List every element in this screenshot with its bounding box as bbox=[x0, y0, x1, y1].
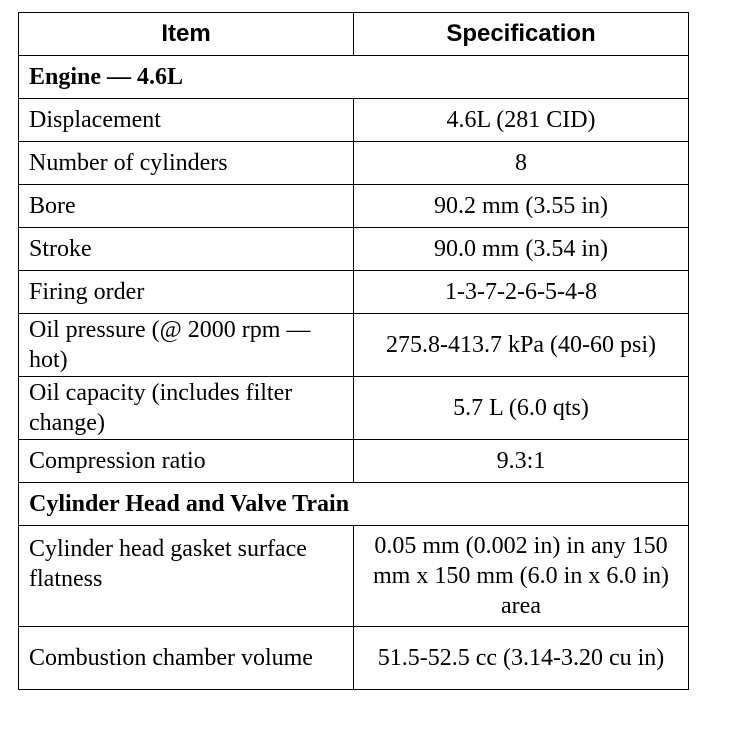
table-row bbox=[19, 526, 689, 627]
spec-cell: 1-3-7-2-6-5-4-8 bbox=[354, 271, 689, 314]
spec-cell: 5.7 L (6.0 qts) bbox=[354, 377, 689, 440]
spec-cell: 9.3:1 bbox=[354, 440, 689, 483]
section-heading: Engine — 4.6L bbox=[19, 56, 689, 99]
item-cell: Number of cylinders bbox=[19, 142, 354, 185]
section-row-engine bbox=[19, 56, 689, 99]
item-cell: Stroke bbox=[19, 228, 354, 271]
spec-cell: 4.6L (281 CID) bbox=[354, 99, 689, 142]
table-row bbox=[19, 271, 689, 314]
section-heading: Cylinder Head and Valve Train bbox=[19, 483, 689, 526]
item-cell: Compression ratio bbox=[19, 440, 354, 483]
item-column-header: Item bbox=[19, 13, 354, 56]
table-row bbox=[19, 627, 689, 690]
table-row bbox=[19, 228, 689, 271]
table-row bbox=[19, 142, 689, 185]
table-header-row bbox=[19, 13, 689, 56]
specification-column-header: Specification bbox=[354, 13, 689, 56]
spec-cell: 275.8-413.7 kPa (40-60 psi) bbox=[354, 314, 689, 377]
item-cell: Cylinder head gasket surface flatness bbox=[19, 526, 354, 627]
item-cell: Bore bbox=[19, 185, 354, 228]
spec-cell: 90.0 mm (3.54 in) bbox=[354, 228, 689, 271]
spec-cell: 0.05 mm (0.002 in) in any 150 mm x 150 mm (6.0 in x 6.0 in) area bbox=[354, 526, 689, 627]
item-cell: Displacement bbox=[19, 99, 354, 142]
table-row bbox=[19, 314, 689, 377]
spec-cell: 90.2 mm (3.55 in) bbox=[354, 185, 689, 228]
table-row bbox=[19, 99, 689, 142]
section-row-cylinder-head bbox=[19, 483, 689, 526]
spec-cell: 8 bbox=[354, 142, 689, 185]
item-cell: Oil capacity (includes filter change) bbox=[19, 377, 354, 440]
item-cell: Combustion chamber volume bbox=[19, 627, 354, 690]
table-row bbox=[19, 185, 689, 228]
table-row bbox=[19, 377, 689, 440]
table-row bbox=[19, 440, 689, 483]
spec-cell: 51.5-52.5 cc (3.14-3.20 cu in) bbox=[354, 627, 689, 690]
specification-table bbox=[18, 12, 689, 690]
item-cell: Oil pressure (@ 2000 rpm — hot) bbox=[19, 314, 354, 377]
item-cell: Firing order bbox=[19, 271, 354, 314]
